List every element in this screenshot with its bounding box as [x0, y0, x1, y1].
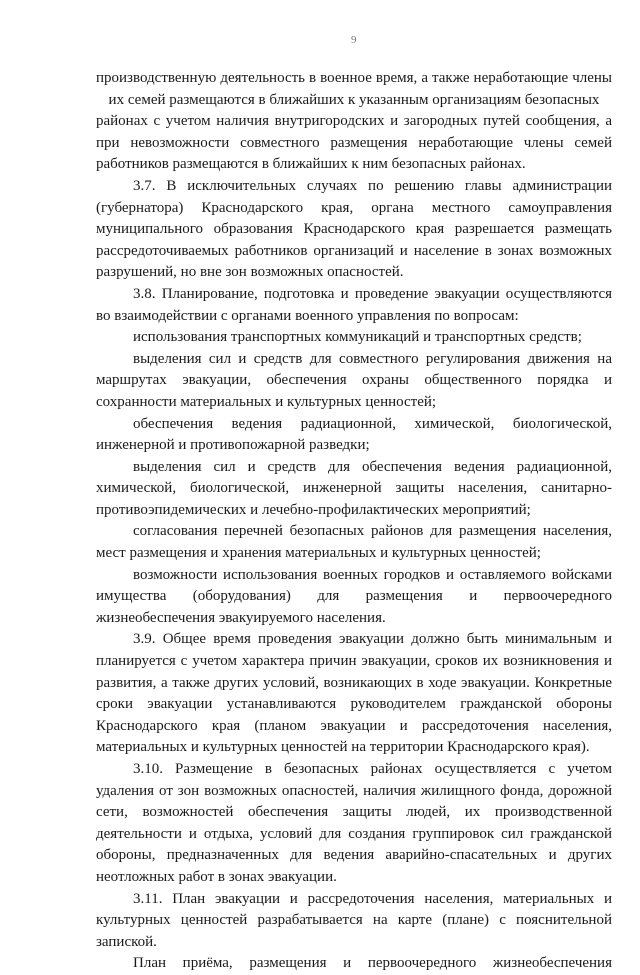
text-line: районах с учетом наличия внутригородских и загородных путей сообщения, а — [96, 113, 612, 130]
text-line: имущества (оборудования) для размещения и первоочередного — [96, 588, 612, 605]
text-line: разрушений, но вне зон возможных опасностей. — [96, 264, 404, 281]
text-line: муниципального образования Краснодарского края разрешается размещать — [96, 221, 612, 238]
text-line: (губернатора) Краснодарского края, органа местного самоуправления — [96, 199, 612, 216]
text-line: согласования перечней безопасных районов для размещения населения, — [133, 523, 612, 540]
text-line: сети, возможностей обеспечения защиты людей, их производственной — [96, 804, 612, 821]
text-line: маршрутах эвакуации, обеспечения охраны общественного порядка и — [96, 372, 612, 389]
text-line: обороны, предназначенных для ведения аварийно-спасательных и других — [96, 847, 612, 864]
text-line: сроки эвакуации устанавливаются руководителем гражданской обороны — [96, 696, 612, 713]
text-line: мест размещения и хранения материальных и культурных ценностей; — [96, 545, 541, 562]
text-line: противоэпидемических и лечебно-профилактических мероприятий; — [96, 501, 531, 518]
text-line: 3.11. План эвакуации и рассредоточения населения, материальных и — [133, 890, 612, 907]
text-line: обеспечения ведения радиационной, химической, биологической, — [133, 415, 612, 432]
text-line: их семей размещаются в ближайших к указанным организациям безопасных — [108, 91, 600, 108]
text-line: производственную деятельность в военное время, а также неработающие члены — [96, 70, 612, 86]
text-line: при невозможности совместного размещения неработающие члены семей — [96, 134, 612, 151]
text-line: План приёма, размещения и первоочередного жизнеобеспечения — [133, 955, 612, 972]
text-line: инженерной и противопожарной разведки; — [96, 437, 370, 454]
text-line: работников размещаются в ближайших к ним безопасных районах. — [96, 156, 526, 173]
text-line: выделения сил и средств для совместного регулирования движения на — [133, 350, 612, 367]
text-line: 3.10. Размещение в безопасных районах осуществляется с учетом — [133, 761, 612, 777]
text-line: планируется с учетом характера причин эвакуации, сроков их возникновения и — [96, 653, 612, 670]
text-line: культурных ценностей разрабатывается на карте (плане) с пояснительной — [96, 912, 612, 929]
text-line: выделения сил и средств для обеспечения ведения радиационной, — [133, 458, 612, 475]
text-line: 3.7. В исключительных случаях по решению главы администрации — [133, 177, 612, 194]
text-line: 3.9. Общее время проведения эвакуации должно быть минимальным и — [133, 631, 612, 648]
text-line: жизнеобеспечения эвакуируемого населения. — [96, 609, 386, 626]
text-line: развития, а также других условий, возникающих в ходе эвакуации. Конкретные — [96, 674, 612, 691]
text-line: химической, биологической, инженерной защиты населения, санитарно- — [96, 480, 612, 497]
text-line: использования транспортных коммуникаций и транспортных средств; — [133, 329, 582, 346]
document-body — [96, 68, 612, 975]
text-line: сохранности материальных и культурных ценностей; — [96, 393, 437, 410]
text-line: 3.8. Планирование, подготовка и проведение эвакуации осуществляются — [133, 285, 612, 302]
text-line: запиской. — [96, 933, 157, 950]
text-line: во взаимодействии с органами военного управления по вопросам: — [96, 307, 519, 324]
text-line: возможности использования военных городков и оставляемого войсками — [133, 566, 612, 583]
text-line: неотложных работ в зонах эвакуации. — [96, 868, 337, 885]
document-page — [96, 34, 612, 975]
text-line: рассредоточиваемых работников организаций и население в зонах возможных — [96, 242, 612, 259]
text-line: деятельности и отдыха, условий для создания группировок сил гражданской — [96, 825, 612, 842]
text-line: удаления от зон возможных опасностей, наличия жилищного фонда, дорожной — [96, 782, 612, 799]
text-line: материальных и культурных ценностей на территории Краснодарского края). — [96, 739, 590, 756]
text-line: Краснодарского края (планом эвакуации и рассредоточения населения, — [96, 717, 612, 734]
page-number: 9 — [351, 34, 357, 46]
